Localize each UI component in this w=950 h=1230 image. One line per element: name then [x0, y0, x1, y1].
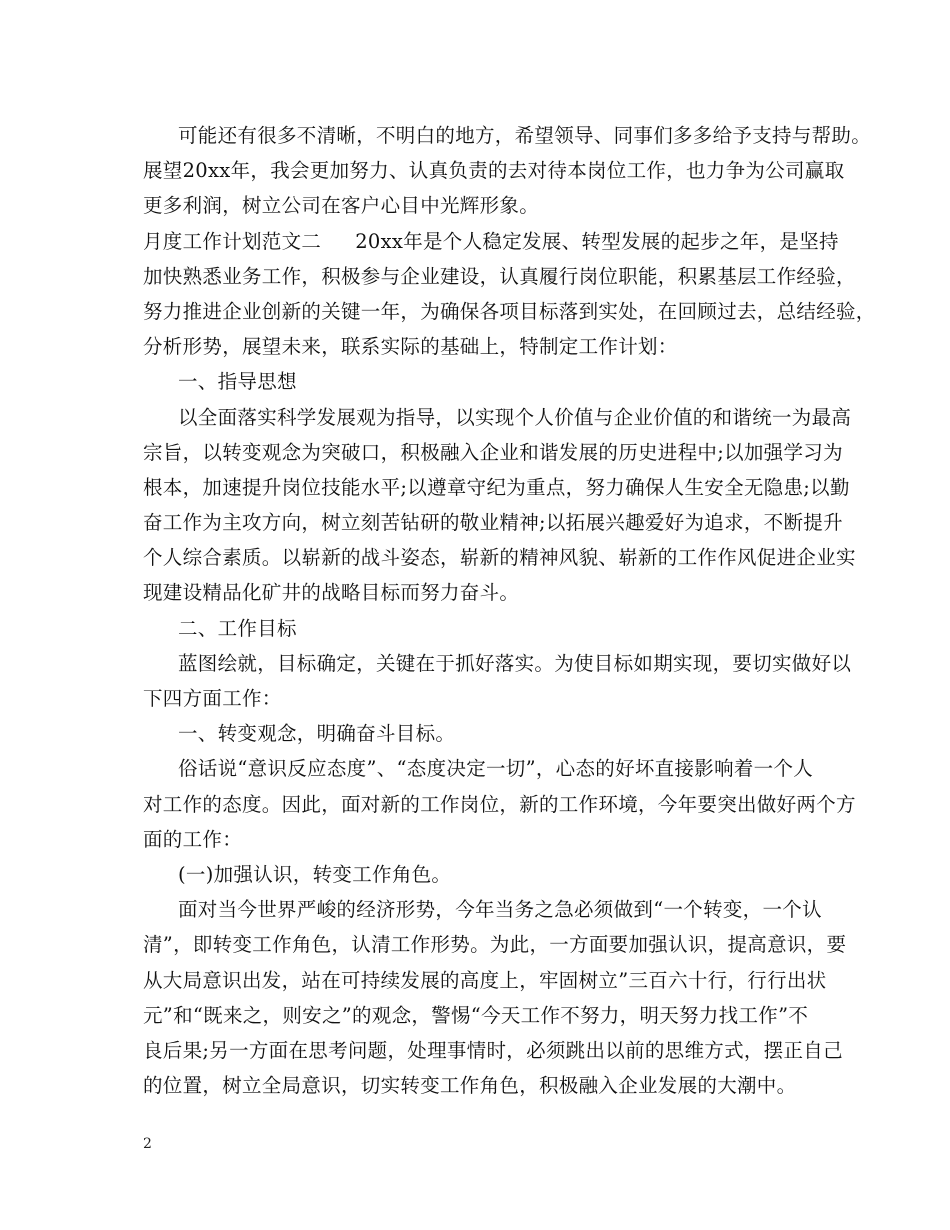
text-line: 分析形势，展望未来，联系实际的基础上，特制定工作计划：: [143, 335, 678, 359]
body-text: [143, 118, 876, 1103]
heading-guiding-ideology: 一、指导思想: [178, 370, 297, 394]
text-line: 个人综合素质。以崭新的战斗姿态，崭新的精神风貌、崭新的工作作风促进企业实: [143, 546, 856, 570]
text-line: 从大局意识出发，站在可持续发展的高度上，牢固树立”三百六十行，行行出状: [143, 968, 827, 992]
text-line: 根本，加速提升岗位技能水平;以遵章守纪为重点，努力确保人生安全无隐患;以勤: [143, 475, 850, 499]
text-line: 元”和“既来之，则安之”的观念，警惕“今天工作不努力，明天努力找工作”不: [143, 1003, 809, 1027]
text-line: 以全面落实科学发展观为指导，以实现个人价值与企业价值的和谐统一为最高: [178, 405, 852, 429]
heading-work-goals: 二、工作目标: [178, 616, 297, 640]
text-line: 的位置，树立全局意识，切实转变工作角色，积极融入企业发展的大潮中。: [143, 1074, 797, 1098]
section-title: 月度工作计划范文二: [143, 229, 322, 253]
text-line: 更多利润，树立公司在客户心目中光辉形象。: [143, 194, 540, 218]
text-line: 宗旨，以转变观念为突破口，积极融入企业和谐发展的历史进程中;以加强学习为: [143, 440, 843, 464]
text-line: 现建设精品化矿井的战略目标而努力奋斗。: [143, 581, 520, 605]
text-line: [143, 224, 839, 259]
text-line: 面对当今世界严峻的经济形势，今年当务之急必须做到“一个转变，一个认: [178, 898, 822, 922]
text-line: 下四方面工作：: [143, 687, 282, 710]
text-line: 蓝图绘就，目标确定，关键在于抓好落实。为使目标如期实现，要切实做好以: [178, 651, 852, 675]
text-line: 展望20xx年，我会更加努力、认真负责的去对待本岗位工作，也力争为公司赢取: [143, 159, 845, 183]
text-line-continued: 20xx年是个人稳定发展、转型发展的起步之年，是坚持: [355, 229, 839, 253]
text-line: 努力推进企业创新的关键一年，为确保各项目标落到实处，在回顾过去，总结经验，: [143, 299, 876, 323]
text-line: 俗话说“意识反应态度”、“态度决定一切”，心态的好坏直接影响着一个人: [178, 757, 814, 781]
subheading-strengthen-awareness: (一)加强认识，转变工作角色。: [178, 862, 452, 886]
text-line: 清”，即转变工作角色，认清工作形势。为此，一方面要加强认识，提高意识，要: [143, 933, 847, 957]
subheading-change-mindset: 一、转变观念，明确奋斗目标。: [178, 722, 456, 746]
page-number: 2: [143, 1136, 152, 1152]
text-line: 对工作的态度。因此，面对新的工作岗位，新的工作环境，今年要突出做好两个方: [143, 792, 856, 816]
text-line: 面的工作：: [143, 827, 243, 851]
text-line: 奋工作为主攻方向，树立刻苦钻研的敬业精神;以拓展兴趣爱好为追求，不断提升: [143, 511, 843, 535]
text-line: 良后果;另一方面在思考问题，处理事情时，必须跳出以前的思维方式，摆正自己: [143, 1038, 843, 1062]
text-line: 可能还有很多不清晰，不明白的地方，希望领导、同事们多多给予支持与帮助。: [178, 124, 872, 147]
text-line: 加快熟悉业务工作，积极参与企业建设，认真履行岗位职能，积累基层工作经验，: [143, 264, 856, 288]
